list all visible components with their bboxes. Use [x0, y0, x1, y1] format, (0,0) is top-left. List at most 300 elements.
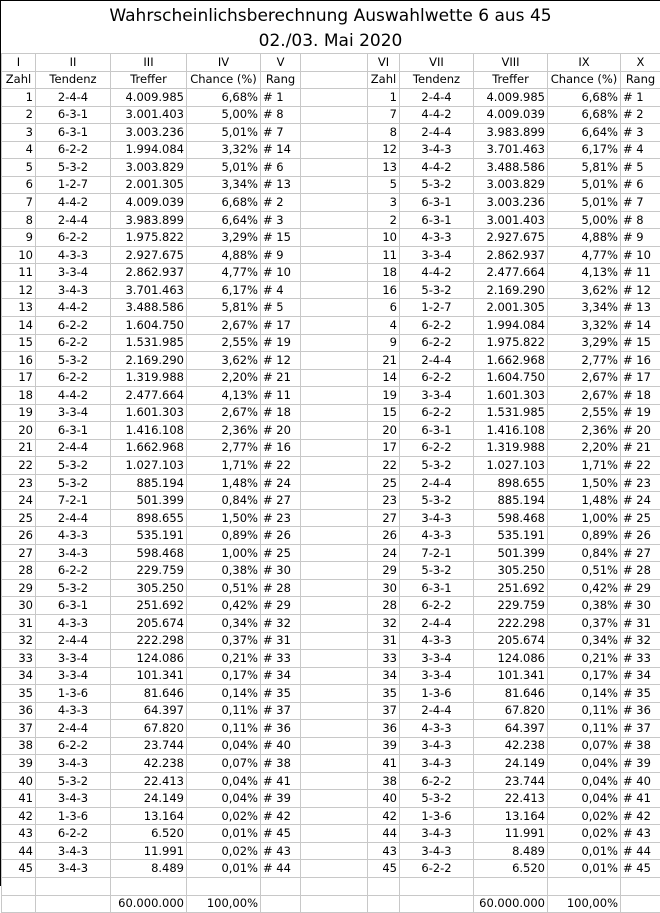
cell-left-zahl: 34 [2, 667, 36, 685]
cell-left-tendenz: 6-2-2 [36, 334, 111, 352]
cell-right-chance: 5,01% [548, 176, 621, 194]
header-rang: Rang [261, 71, 301, 89]
cell-left-tendenz: 3-4-3 [36, 755, 111, 773]
cell-left-zahl: 33 [2, 650, 36, 668]
cell-right-rang: # 21 [621, 439, 660, 457]
cell-right-zahl: 19 [368, 387, 400, 405]
cell-right-chance: 0,84% [548, 544, 621, 562]
header-rang: Rang [621, 71, 660, 89]
cell-right-zahl: 31 [368, 632, 400, 650]
cell-left-zahl: 3 [2, 124, 36, 142]
header-row [2, 71, 660, 89]
cell-right-treffer: 885.194 [474, 492, 548, 510]
cell-left-tendenz: 4-3-3 [36, 702, 111, 720]
cell-left-chance: 5,01% [187, 159, 261, 177]
cell-left-tendenz: 6-2-2 [36, 825, 111, 843]
cell-right-tendenz: 3-3-4 [400, 667, 474, 685]
cell-left-tendenz: 5-3-2 [36, 579, 111, 597]
cell-right-tendenz: 6-2-2 [400, 772, 474, 790]
cell-left-zahl: 8 [2, 211, 36, 229]
cell-right-tendenz: 5-3-2 [400, 281, 474, 299]
cell-right-chance: 4,88% [548, 229, 621, 247]
cell-right-treffer: 64.397 [474, 720, 548, 738]
roman-cell: II [36, 54, 111, 72]
cell-right-zahl: 3 [368, 194, 400, 212]
cell-left-rang: # 2 [261, 194, 301, 212]
cell-left-chance: 0,01% [187, 860, 261, 878]
cell-left-tendenz: 6-3-1 [36, 597, 111, 615]
gap-cell [301, 790, 368, 808]
cell-left-tendenz: 3-3-4 [36, 667, 111, 685]
table-row [2, 825, 660, 843]
cell-left-treffer: 3.001.403 [111, 106, 187, 124]
cell-right-treffer: 1.531.985 [474, 404, 548, 422]
cell-right-tendenz: 4-4-2 [400, 264, 474, 282]
cell-left-zahl: 16 [2, 352, 36, 370]
cell-left-treffer: 67.820 [111, 720, 187, 738]
cell-left-treffer: 2.927.675 [111, 246, 187, 264]
cell-left-chance: 1,48% [187, 474, 261, 492]
cell-right-rang: # 26 [621, 527, 660, 545]
cell-left-chance: 2,67% [187, 404, 261, 422]
empty-cell [261, 877, 301, 895]
cell-left-chance: 4,88% [187, 246, 261, 264]
gap-cell [301, 650, 368, 668]
table-row [2, 106, 660, 124]
cell-right-chance: 2,67% [548, 369, 621, 387]
empty-cell [621, 895, 660, 913]
cell-left-zahl: 24 [2, 492, 36, 510]
gap-cell [301, 579, 368, 597]
cell-left-tendenz: 3-4-3 [36, 544, 111, 562]
cell-left-treffer: 222.298 [111, 632, 187, 650]
cell-left-tendenz: 6-2-2 [36, 316, 111, 334]
cell-right-chance: 0,02% [548, 825, 621, 843]
cell-left-rang: # 17 [261, 316, 301, 334]
cell-right-zahl: 33 [368, 650, 400, 668]
cell-right-rang: # 36 [621, 702, 660, 720]
cell-right-rang: # 25 [621, 509, 660, 527]
cell-right-tendenz: 2-4-4 [400, 474, 474, 492]
cell-left-treffer: 1.604.750 [111, 316, 187, 334]
header-treffer: Treffer [474, 71, 548, 89]
cell-left-tendenz: 4-3-3 [36, 615, 111, 633]
gap-cell [301, 89, 368, 107]
cell-right-treffer: 6.520 [474, 860, 548, 878]
cell-left-treffer: 101.341 [111, 667, 187, 685]
cell-left-treffer: 251.692 [111, 597, 187, 615]
empty-cell [368, 877, 400, 895]
cell-right-rang: # 45 [621, 860, 660, 878]
cell-right-tendenz: 3-4-3 [400, 141, 474, 159]
gap-cell [301, 737, 368, 755]
cell-left-zahl: 19 [2, 404, 36, 422]
cell-right-chance: 0,04% [548, 755, 621, 773]
cell-left-rang: # 41 [261, 772, 301, 790]
cell-right-treffer: 535.191 [474, 527, 548, 545]
empty-row [2, 877, 660, 895]
cell-right-chance: 0,02% [548, 807, 621, 825]
cell-left-chance: 2,77% [187, 439, 261, 457]
cell-right-rang: # 9 [621, 229, 660, 247]
cell-left-tendenz: 3-3-4 [36, 264, 111, 282]
cell-left-zahl: 37 [2, 720, 36, 738]
gap-cell [301, 492, 368, 510]
empty-cell [187, 877, 261, 895]
cell-right-rang: # 1 [621, 89, 660, 107]
cell-left-treffer: 3.488.586 [111, 299, 187, 317]
cell-right-treffer: 501.399 [474, 544, 548, 562]
cell-left-treffer: 501.399 [111, 492, 187, 510]
cell-left-zahl: 44 [2, 842, 36, 860]
cell-left-rang: # 25 [261, 544, 301, 562]
cell-right-treffer: 3.003.236 [474, 194, 548, 212]
cell-right-chance: 0,07% [548, 737, 621, 755]
cell-right-rang: # 16 [621, 352, 660, 370]
total-right-treffer: 60.000.000 [474, 895, 548, 913]
table-row [2, 369, 660, 387]
cell-left-tendenz: 5-3-2 [36, 772, 111, 790]
cell-left-treffer: 205.674 [111, 615, 187, 633]
cell-left-rang: # 3 [261, 211, 301, 229]
empty-cell [400, 877, 474, 895]
cell-right-zahl: 5 [368, 176, 400, 194]
cell-left-rang: # 8 [261, 106, 301, 124]
cell-left-treffer: 229.759 [111, 562, 187, 580]
cell-right-tendenz: 7-2-1 [400, 544, 474, 562]
cell-right-zahl: 30 [368, 579, 400, 597]
cell-right-chance: 0,11% [548, 720, 621, 738]
cell-right-rang: # 30 [621, 597, 660, 615]
cell-left-tendenz: 3-4-3 [36, 842, 111, 860]
table-row [2, 772, 660, 790]
table-row [2, 352, 660, 370]
cell-left-tendenz: 4-3-3 [36, 246, 111, 264]
cell-left-zahl: 20 [2, 422, 36, 440]
cell-left-zahl: 11 [2, 264, 36, 282]
cell-left-zahl: 7 [2, 194, 36, 212]
gap-cell [301, 352, 368, 370]
cell-left-treffer: 6.520 [111, 825, 187, 843]
cell-right-zahl: 45 [368, 860, 400, 878]
roman-cell: VII [400, 54, 474, 72]
cell-right-tendenz: 5-3-2 [400, 176, 474, 194]
cell-right-treffer: 11.991 [474, 825, 548, 843]
cell-right-tendenz: 6-2-2 [400, 597, 474, 615]
cell-left-rang: # 13 [261, 176, 301, 194]
cell-left-tendenz: 2-4-4 [36, 439, 111, 457]
cell-right-rang: # 12 [621, 281, 660, 299]
cell-right-tendenz: 6-2-2 [400, 860, 474, 878]
cell-left-treffer: 8.489 [111, 860, 187, 878]
cell-right-rang: # 18 [621, 387, 660, 405]
gap-cell [301, 316, 368, 334]
cell-left-zahl: 23 [2, 474, 36, 492]
cell-right-tendenz: 3-3-4 [400, 650, 474, 668]
gap-cell [301, 159, 368, 177]
cell-right-zahl: 9 [368, 334, 400, 352]
cell-left-zahl: 25 [2, 509, 36, 527]
cell-right-chance: 6,68% [548, 89, 621, 107]
cell-left-rang: # 20 [261, 422, 301, 440]
cell-right-tendenz: 6-3-1 [400, 579, 474, 597]
roman-cell: VIII [474, 54, 548, 72]
cell-right-chance: 6,17% [548, 141, 621, 159]
cell-right-chance: 0,34% [548, 632, 621, 650]
cell-left-tendenz: 3-4-3 [36, 281, 111, 299]
cell-right-tendenz: 3-4-3 [400, 509, 474, 527]
cell-left-tendenz: 2-4-4 [36, 509, 111, 527]
cell-left-chance: 2,20% [187, 369, 261, 387]
gap-cell [301, 597, 368, 615]
cell-right-zahl: 15 [368, 404, 400, 422]
cell-right-treffer: 229.759 [474, 597, 548, 615]
cell-right-rang: # 28 [621, 562, 660, 580]
cell-right-treffer: 305.250 [474, 562, 548, 580]
cell-right-rang: # 4 [621, 141, 660, 159]
cell-right-tendenz: 5-3-2 [400, 457, 474, 475]
cell-right-chance: 2,36% [548, 422, 621, 440]
cell-left-chance: 4,77% [187, 264, 261, 282]
empty-cell [548, 877, 621, 895]
table-row [2, 316, 660, 334]
cell-left-treffer: 2.169.290 [111, 352, 187, 370]
cell-left-rang: # 5 [261, 299, 301, 317]
cell-right-zahl: 43 [368, 842, 400, 860]
cell-right-chance: 1,48% [548, 492, 621, 510]
cell-right-tendenz: 2-4-4 [400, 615, 474, 633]
cell-right-zahl: 16 [368, 281, 400, 299]
gap-cell [301, 860, 368, 878]
cell-right-treffer: 8.489 [474, 842, 548, 860]
cell-left-zahl: 10 [2, 246, 36, 264]
cell-right-zahl: 14 [368, 369, 400, 387]
table-row [2, 685, 660, 703]
cell-left-zahl: 40 [2, 772, 36, 790]
gap-cell [301, 194, 368, 212]
cell-left-rang: # 34 [261, 667, 301, 685]
cell-right-treffer: 2.862.937 [474, 246, 548, 264]
cell-left-treffer: 3.983.899 [111, 211, 187, 229]
cell-left-tendenz: 2-4-4 [36, 632, 111, 650]
cell-left-zahl: 32 [2, 632, 36, 650]
cell-right-zahl: 20 [368, 422, 400, 440]
header-zahl: Zahl [2, 71, 36, 89]
cell-left-rang: # 31 [261, 632, 301, 650]
empty-cell [111, 877, 187, 895]
cell-right-zahl: 13 [368, 159, 400, 177]
cell-right-rang: # 39 [621, 755, 660, 773]
cell-left-rang: # 4 [261, 281, 301, 299]
cell-right-tendenz: 6-3-1 [400, 194, 474, 212]
cell-left-tendenz: 2-4-4 [36, 720, 111, 738]
cell-left-rang: # 23 [261, 509, 301, 527]
cell-right-tendenz: 5-3-2 [400, 562, 474, 580]
cell-right-treffer: 3.488.586 [474, 159, 548, 177]
cell-right-treffer: 598.468 [474, 509, 548, 527]
cell-right-zahl: 41 [368, 755, 400, 773]
cell-right-chance: 5,01% [548, 194, 621, 212]
cell-right-treffer: 3.001.403 [474, 211, 548, 229]
cell-left-treffer: 3.701.463 [111, 281, 187, 299]
gap-cell [301, 211, 368, 229]
cell-left-chance: 0,38% [187, 562, 261, 580]
cell-left-treffer: 598.468 [111, 544, 187, 562]
cell-right-zahl: 36 [368, 720, 400, 738]
cell-right-zahl: 38 [368, 772, 400, 790]
table-row [2, 632, 660, 650]
cell-right-zahl: 11 [368, 246, 400, 264]
cell-left-chance: 2,67% [187, 316, 261, 334]
cell-left-rang: # 28 [261, 579, 301, 597]
cell-left-chance: 2,55% [187, 334, 261, 352]
cell-left-tendenz: 3-3-4 [36, 404, 111, 422]
header-chance: Chance (%) [548, 71, 621, 89]
cell-left-chance: 6,17% [187, 281, 261, 299]
cell-left-treffer: 1.027.103 [111, 457, 187, 475]
cell-left-rang: # 11 [261, 387, 301, 405]
cell-right-tendenz: 2-4-4 [400, 352, 474, 370]
cell-right-chance: 0,14% [548, 685, 621, 703]
table-row [2, 299, 660, 317]
cell-right-chance: 0,38% [548, 597, 621, 615]
cell-left-treffer: 1.531.985 [111, 334, 187, 352]
cell-right-chance: 0,89% [548, 527, 621, 545]
table-row [2, 387, 660, 405]
cell-left-rang: # 40 [261, 737, 301, 755]
cell-right-treffer: 124.086 [474, 650, 548, 668]
cell-left-zahl: 21 [2, 439, 36, 457]
cell-left-treffer: 305.250 [111, 579, 187, 597]
cell-right-treffer: 2.927.675 [474, 229, 548, 247]
cell-right-zahl: 23 [368, 492, 400, 510]
cell-right-tendenz: 3-4-3 [400, 842, 474, 860]
cell-right-tendenz: 3-3-4 [400, 246, 474, 264]
cell-left-zahl: 28 [2, 562, 36, 580]
cell-right-treffer: 2.169.290 [474, 281, 548, 299]
cell-right-treffer: 1.416.108 [474, 422, 548, 440]
cell-left-treffer: 24.149 [111, 790, 187, 808]
cell-right-chance: 0,42% [548, 579, 621, 597]
cell-left-chance: 2,36% [187, 422, 261, 440]
cell-right-zahl: 25 [368, 474, 400, 492]
cell-right-zahl: 26 [368, 527, 400, 545]
cell-left-tendenz: 3-4-3 [36, 860, 111, 878]
gap-cell [301, 369, 368, 387]
cell-right-zahl: 29 [368, 562, 400, 580]
cell-left-chance: 3,62% [187, 352, 261, 370]
gap-cell [301, 404, 368, 422]
cell-left-tendenz: 6-3-1 [36, 106, 111, 124]
cell-right-zahl: 32 [368, 615, 400, 633]
table-row [2, 229, 660, 247]
gap-cell [301, 509, 368, 527]
cell-left-treffer: 1.319.988 [111, 369, 187, 387]
table-row [2, 89, 660, 107]
cell-right-chance: 0,51% [548, 562, 621, 580]
cell-right-tendenz: 3-4-3 [400, 737, 474, 755]
cell-left-zahl: 22 [2, 457, 36, 475]
cell-left-chance: 6,68% [187, 194, 261, 212]
cell-right-rang: # 13 [621, 299, 660, 317]
cell-left-chance: 1,50% [187, 509, 261, 527]
table-row [2, 457, 660, 475]
cell-right-treffer: 1.319.988 [474, 439, 548, 457]
cell-right-treffer: 4.009.985 [474, 89, 548, 107]
roman-cell: X [621, 54, 660, 72]
cell-left-rang: # 22 [261, 457, 301, 475]
cell-right-zahl: 39 [368, 737, 400, 755]
empty-cell [368, 895, 400, 913]
cell-left-tendenz: 6-3-1 [36, 124, 111, 142]
cell-right-treffer: 222.298 [474, 615, 548, 633]
empty-cell [621, 877, 660, 895]
cell-left-rang: # 38 [261, 755, 301, 773]
cell-left-chance: 0,07% [187, 755, 261, 773]
cell-right-zahl: 1 [368, 89, 400, 107]
cell-left-tendenz: 4-3-3 [36, 527, 111, 545]
gap-cell [301, 667, 368, 685]
cell-right-zahl: 40 [368, 790, 400, 808]
cell-right-treffer: 22.413 [474, 790, 548, 808]
cell-right-rang: # 5 [621, 159, 660, 177]
cell-left-rang: # 15 [261, 229, 301, 247]
cell-right-treffer: 42.238 [474, 737, 548, 755]
table-row [2, 562, 660, 580]
cell-right-rang: # 22 [621, 457, 660, 475]
cell-left-treffer: 2.001.305 [111, 176, 187, 194]
cell-right-treffer: 1.601.303 [474, 387, 548, 405]
cell-left-treffer: 1.975.822 [111, 229, 187, 247]
empty-cell [36, 877, 111, 895]
cell-right-rang: # 37 [621, 720, 660, 738]
cell-right-chance: 1,71% [548, 457, 621, 475]
gap-cell [301, 299, 368, 317]
cell-right-rang: # 42 [621, 807, 660, 825]
cell-right-tendenz: 6-3-1 [400, 211, 474, 229]
cell-left-rang: # 7 [261, 124, 301, 142]
roman-cell: IX [548, 54, 621, 72]
table-row [2, 650, 660, 668]
cell-right-treffer: 2.001.305 [474, 299, 548, 317]
cell-right-rang: # 41 [621, 790, 660, 808]
cell-right-rang: # 29 [621, 579, 660, 597]
cell-left-zahl: 45 [2, 860, 36, 878]
cell-left-zahl: 6 [2, 176, 36, 194]
cell-left-treffer: 3.003.236 [111, 124, 187, 142]
cell-left-treffer: 535.191 [111, 527, 187, 545]
cell-right-treffer: 1.975.822 [474, 334, 548, 352]
cell-right-chance: 0,04% [548, 790, 621, 808]
table-row [2, 807, 660, 825]
cell-left-chance: 6,64% [187, 211, 261, 229]
cell-left-rang: # 29 [261, 597, 301, 615]
cell-right-chance: 2,67% [548, 387, 621, 405]
gap-cell [301, 755, 368, 773]
cell-left-tendenz: 5-3-2 [36, 457, 111, 475]
cell-left-rang: # 27 [261, 492, 301, 510]
table-row [2, 755, 660, 773]
cell-right-treffer: 101.341 [474, 667, 548, 685]
cell-right-chance: 3,32% [548, 316, 621, 334]
cell-left-chance: 0,11% [187, 720, 261, 738]
cell-right-treffer: 13.164 [474, 807, 548, 825]
cell-right-chance: 2,77% [548, 352, 621, 370]
cell-left-treffer: 23.744 [111, 737, 187, 755]
cell-left-zahl: 42 [2, 807, 36, 825]
cell-right-tendenz: 5-3-2 [400, 492, 474, 510]
cell-left-chance: 0,04% [187, 737, 261, 755]
